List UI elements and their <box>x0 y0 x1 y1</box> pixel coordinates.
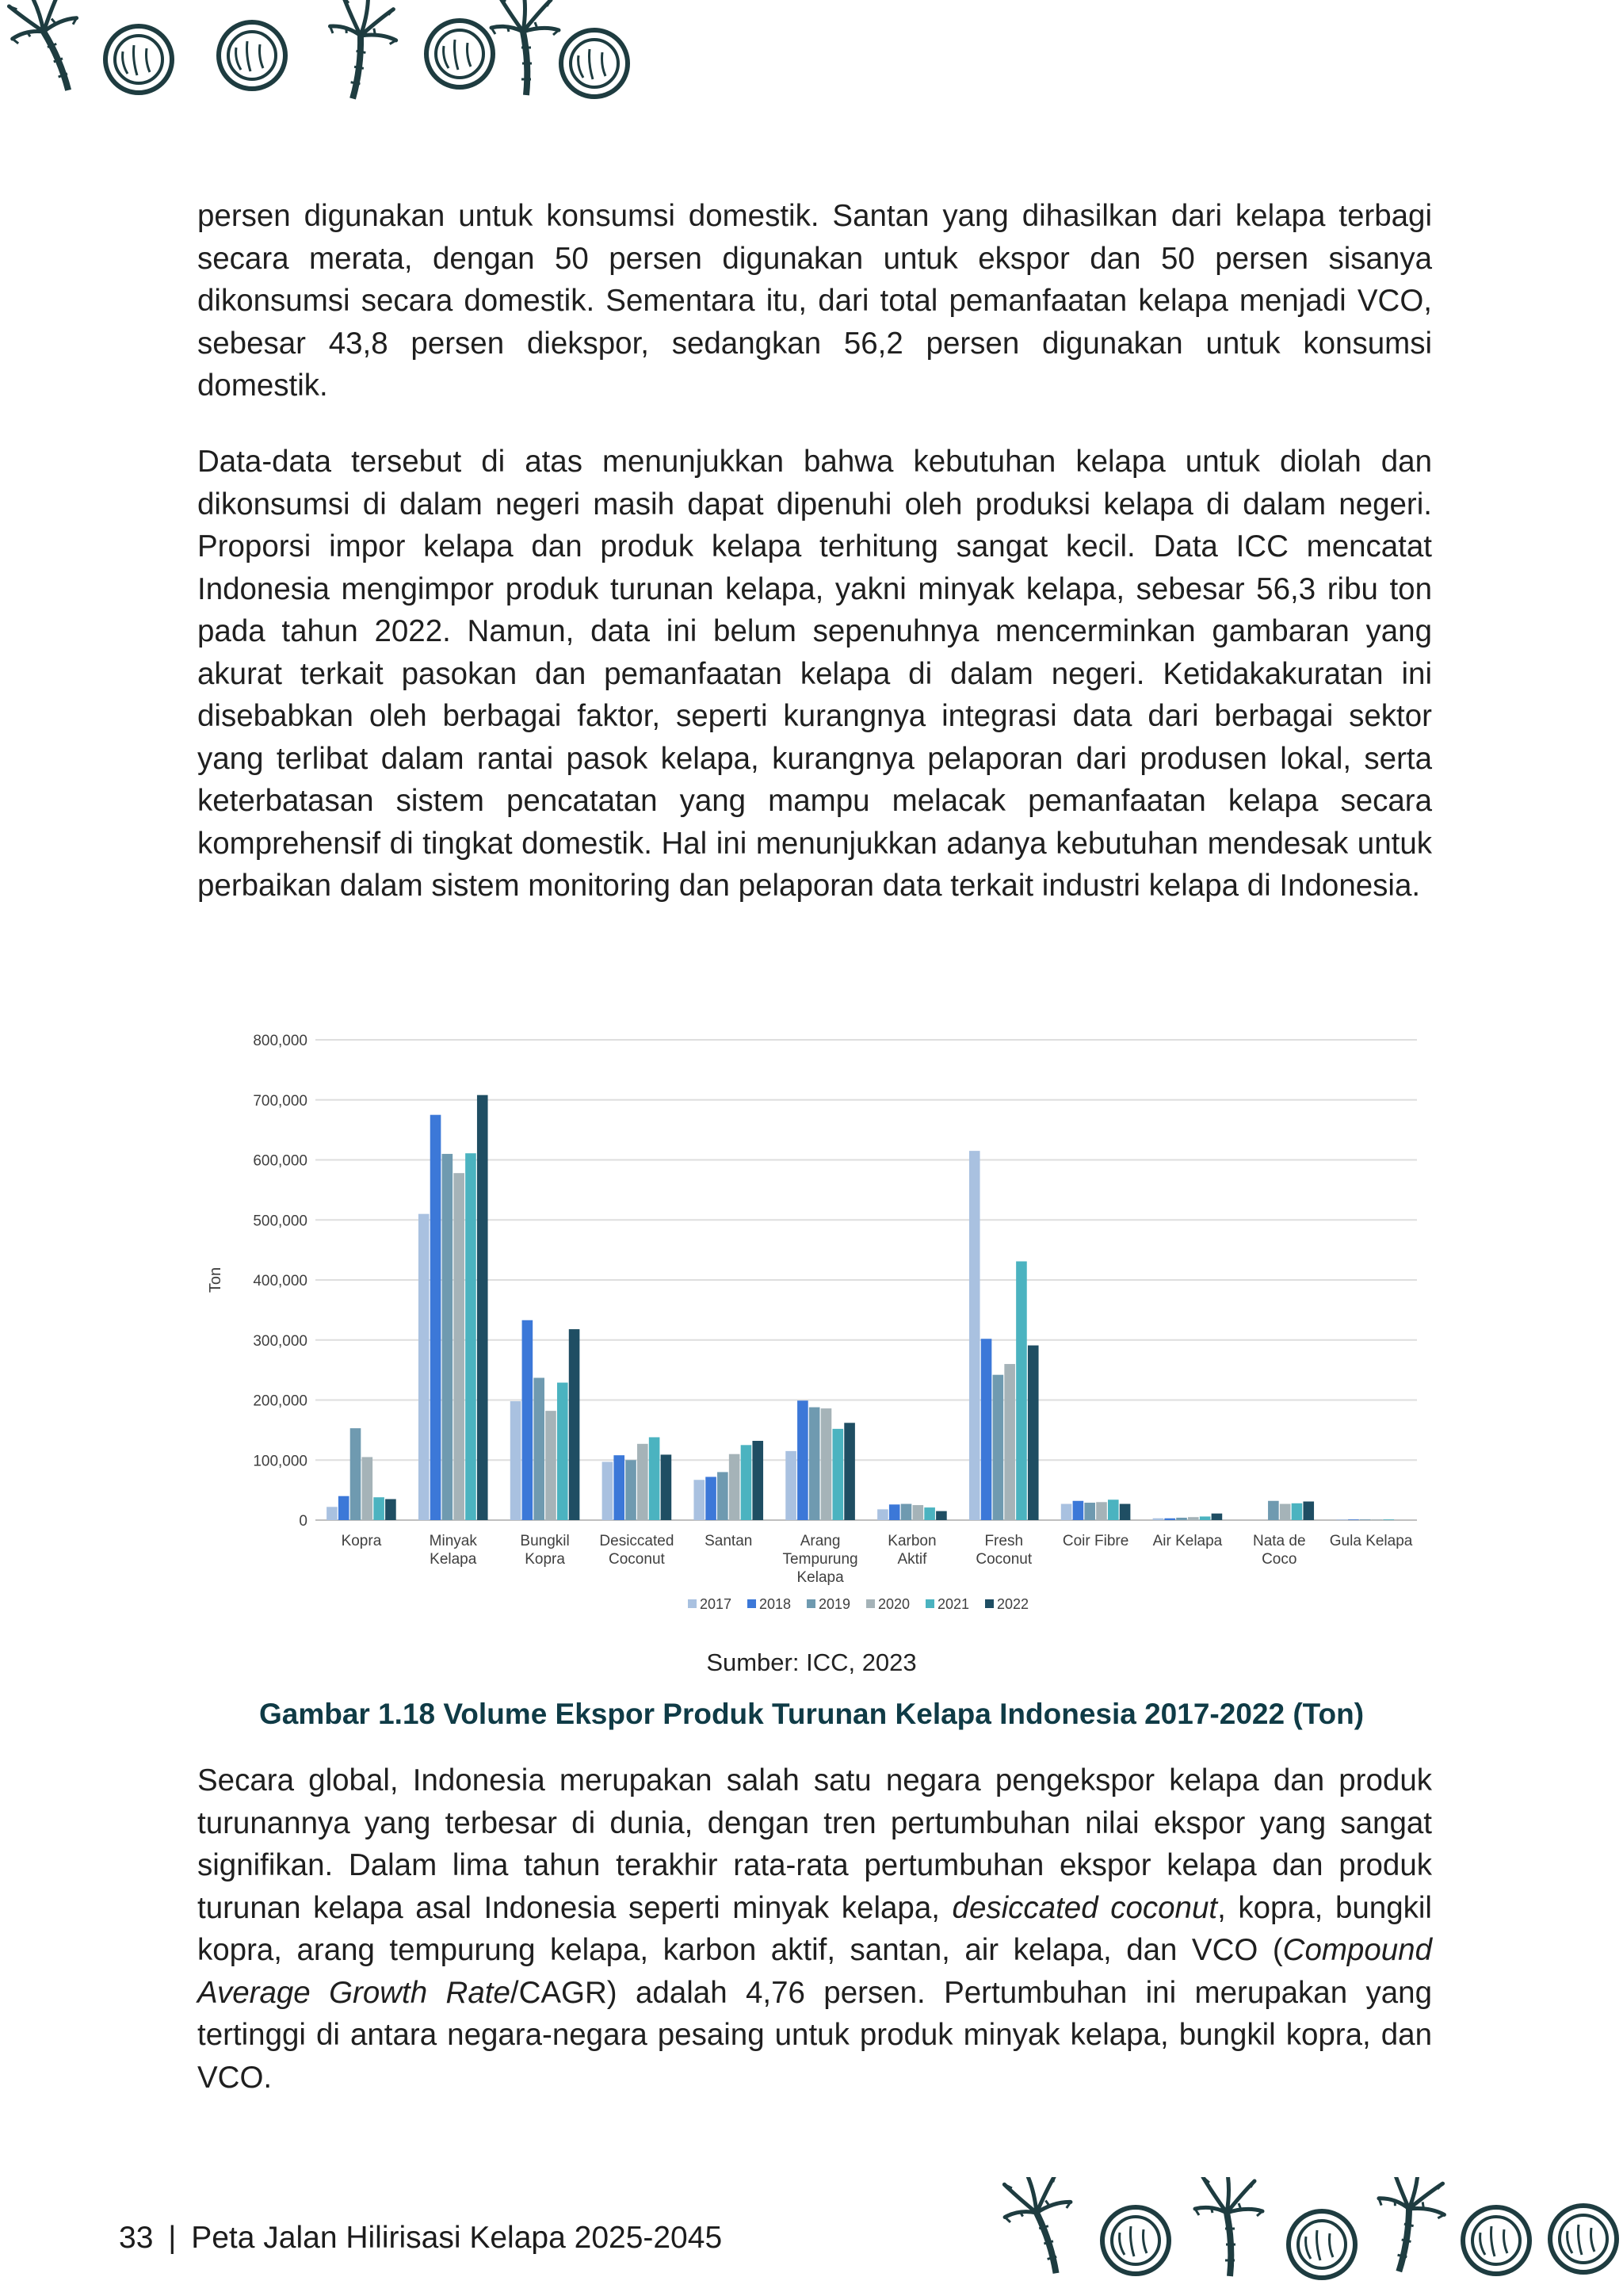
bar <box>1348 1519 1359 1520</box>
bar <box>1188 1517 1199 1520</box>
bar <box>821 1408 832 1520</box>
legend-label: 2017 <box>700 1596 732 1612</box>
bar <box>418 1214 430 1520</box>
y-tick-label: 300,000 <box>253 1332 307 1350</box>
x-tick-label: Kelapa <box>430 1551 477 1568</box>
legend-swatch <box>747 1599 756 1608</box>
bar <box>533 1377 544 1520</box>
bar <box>913 1505 924 1520</box>
bar <box>373 1497 384 1520</box>
legend-label: 2020 <box>878 1596 911 1612</box>
bar <box>625 1460 636 1520</box>
bar <box>1084 1503 1095 1520</box>
bar <box>901 1504 912 1520</box>
legend-label: 2018 <box>759 1596 792 1612</box>
bar <box>1176 1518 1187 1520</box>
footer-separator: | <box>168 2221 177 2255</box>
bar <box>465 1153 476 1520</box>
top-coconut-palm-decoration <box>0 0 634 119</box>
bar <box>661 1454 672 1520</box>
x-tick-label: Arang <box>800 1533 841 1549</box>
x-tick-label: Karbon <box>888 1533 937 1549</box>
x-tick-label: Kopra <box>525 1551 565 1568</box>
bar <box>602 1462 613 1520</box>
x-tick-label: Santan <box>705 1533 753 1549</box>
bar <box>338 1496 349 1520</box>
bar <box>741 1445 752 1520</box>
bar <box>1004 1364 1015 1520</box>
bar <box>1360 1519 1371 1520</box>
x-tick-label: Bungkil <box>520 1533 570 1549</box>
bar <box>717 1472 728 1520</box>
legend-label: 2019 <box>819 1596 851 1612</box>
bar <box>729 1454 740 1520</box>
legend-swatch <box>866 1599 875 1608</box>
bar <box>637 1444 648 1520</box>
x-tick-label: Minyak <box>429 1533 477 1549</box>
bar <box>936 1511 947 1520</box>
bar <box>569 1329 580 1520</box>
legend-swatch <box>985 1599 994 1608</box>
x-tick-label: Nata de <box>1252 1533 1306 1549</box>
x-tick-label: Kopra <box>341 1533 382 1549</box>
bar <box>752 1441 763 1520</box>
bar <box>797 1400 808 1520</box>
bar <box>993 1375 1004 1520</box>
bar <box>1073 1501 1084 1520</box>
closing-text-part2: , kopra, bungkil kopra, arang tempurung kelapa, karbon aktif, santan, air kelapa, dan VCO ( <box>197 1890 1432 1967</box>
bar <box>969 1151 980 1520</box>
book-title: Peta Jalan Hilirisasi Kelapa 2025-2045 <box>191 2221 723 2255</box>
x-tick-label: Desiccated <box>599 1533 674 1549</box>
intro-paragraph: persen digunakan untuk konsumsi domestik. Santan yang dihasilkan dari kelapa terbagi secara merata, dengan 50 persen digunakan untuk ekspor dan 50 persen sisanya dikonsumsi secara domestik. Sementara itu, dari total pemanfaatan kelapa menjadi VCO, sebesar 43,8 persen diekspor, sedangkan 56,2 persen digunakan untuk konsumsi domestik. <box>197 199 1432 403</box>
bar <box>649 1437 660 1520</box>
y-tick-label: 200,000 <box>253 1392 307 1410</box>
x-tick-label: Coir Fibre <box>1062 1533 1129 1549</box>
y-tick-label: 500,000 <box>253 1213 307 1230</box>
bar <box>350 1428 361 1520</box>
legend-swatch <box>807 1599 815 1608</box>
y-tick-label: 100,000 <box>253 1453 307 1470</box>
bar <box>1212 1514 1223 1520</box>
x-tick-label: Kelapa <box>796 1569 844 1586</box>
x-tick-label: Air Kelapa <box>1152 1533 1223 1549</box>
bar <box>522 1320 533 1520</box>
closing-paragraph <box>197 1759 1432 2099</box>
bar <box>442 1154 453 1520</box>
bar <box>1372 1519 1383 1520</box>
legend-label: 2022 <box>997 1596 1029 1612</box>
bar <box>510 1401 521 1520</box>
y-tick-label: 600,000 <box>253 1152 307 1170</box>
x-tick-label: Coconut <box>976 1551 1033 1568</box>
page-number: 33 <box>119 2221 154 2255</box>
bar <box>1164 1519 1175 1520</box>
bar <box>1096 1502 1107 1520</box>
y-axis-label: Ton <box>207 1266 224 1293</box>
export-volume-bar-chart <box>182 1014 1450 1625</box>
y-tick-label: 0 <box>299 1513 307 1530</box>
x-tick-label: Gula Kelapa <box>1329 1533 1413 1549</box>
bar <box>430 1115 441 1520</box>
x-tick-label: Tempurung <box>782 1551 858 1568</box>
figure-source: Sumber: ICC, 2023 <box>706 1648 917 1676</box>
bar <box>1120 1504 1131 1520</box>
bar <box>385 1499 396 1520</box>
closing-italic-cagr: Compound Average Growth Rate <box>197 1933 1432 2010</box>
bar <box>1108 1499 1119 1520</box>
bar <box>1016 1262 1027 1520</box>
bar <box>889 1504 900 1520</box>
x-tick-label: Fresh <box>984 1533 1024 1549</box>
x-tick-label: Coco <box>1262 1551 1297 1568</box>
bar <box>693 1480 705 1520</box>
bar <box>1303 1502 1314 1520</box>
bar <box>327 1507 338 1520</box>
bar <box>1028 1346 1039 1520</box>
bar <box>877 1509 888 1520</box>
bar <box>362 1457 373 1520</box>
legend-swatch <box>688 1599 697 1608</box>
bar <box>1200 1516 1211 1520</box>
bar <box>1383 1519 1394 1520</box>
y-tick-label: 700,000 <box>253 1092 307 1110</box>
page-footer <box>119 2221 722 2256</box>
bar <box>924 1507 935 1520</box>
bar <box>1292 1503 1303 1520</box>
bar <box>613 1455 624 1520</box>
x-tick-label: Aktif <box>897 1551 927 1568</box>
closing-italic-desiccated: desiccated coconut <box>952 1890 1218 1925</box>
legend-label: 2021 <box>938 1596 970 1612</box>
bar <box>832 1429 843 1520</box>
bar <box>1268 1501 1279 1520</box>
second-paragraph: Data-data tersebut di atas menunjukkan bahwa kebutuhan kelapa untuk diolah dan dikonsumsi di dalam negeri masih dapat dipenuhi oleh produksi kelapa di dalam negeri. Proporsi impor kelapa dan produk kelapa terhitung sangat kecil. Data ICC mencatat Indonesia mengimpor produk turunan kelapa, yakni minyak kelapa, sebesar 56,3 ribu ton pada tahun 2022. Namun, data ini belum sepenuhnya mencerminkan gambaran yang akurat terkait pasokan dan pemanfaatan kelapa di dalam negeri. Ketidakakuratan ini disebabkan oleh berbagai faktor, seperti kurangnya integrasi data dari berbagai sektor yang terlibat dalam rantai pasok kelapa, kurangnya pelaporan dari produsen lokal, serta keterbatasan sistem pencatatan yang mampu melacak pemanfaatan kelapa secara komprehensif di tingkat domestik. Hal ini menunjukkan adanya kebutuhan mendesak untuk perbaikan dalam sistem monitoring dan pelaporan data terkait industri kelapa di Indonesia. <box>197 445 1432 903</box>
bar <box>453 1173 464 1520</box>
bar <box>705 1477 716 1520</box>
bottom-coconut-palm-decoration <box>989 2177 1623 2296</box>
bar <box>1280 1504 1291 1520</box>
y-tick-label: 400,000 <box>253 1273 307 1289</box>
bar <box>844 1423 855 1520</box>
bar <box>785 1451 796 1520</box>
bar <box>557 1383 568 1520</box>
bar <box>1061 1504 1072 1520</box>
bar <box>809 1408 820 1520</box>
bar <box>1153 1519 1164 1520</box>
bar <box>477 1095 488 1520</box>
x-tick-label: Coconut <box>609 1551 665 1568</box>
bar <box>545 1411 556 1520</box>
closing-text-part1: Secara global, Indonesia merupakan salah satu negara pengekspor kelapa dan produk turunannya yang terbesar di dunia, dengan tren pertumbuhan nilai ekspor yang sangat signifikan. Dalam lima tahun terakhir rata-rata pertumbuhan ekspor kelapa dan produk turunan kelapa asal Indonesia seperti minyak kelapa, <box>197 1763 1432 1925</box>
bar <box>1336 1519 1347 1520</box>
figure-caption: Gambar 1.18 Volume Ekspor Produk Turunan Kelapa Indonesia 2017-2022 (Ton) <box>258 1698 1365 1730</box>
bar <box>981 1339 992 1520</box>
legend-swatch <box>926 1599 934 1608</box>
closing-text-part3: /CAGR) adalah 4,76 persen. Pertumbuhan ini merupakan yang tertinggi di antara negara-negara pesaing untuk produk minyak kelapa, bungkil kopra, dan VCO. <box>197 1975 1432 2095</box>
y-tick-label: 800,000 <box>253 1033 307 1049</box>
